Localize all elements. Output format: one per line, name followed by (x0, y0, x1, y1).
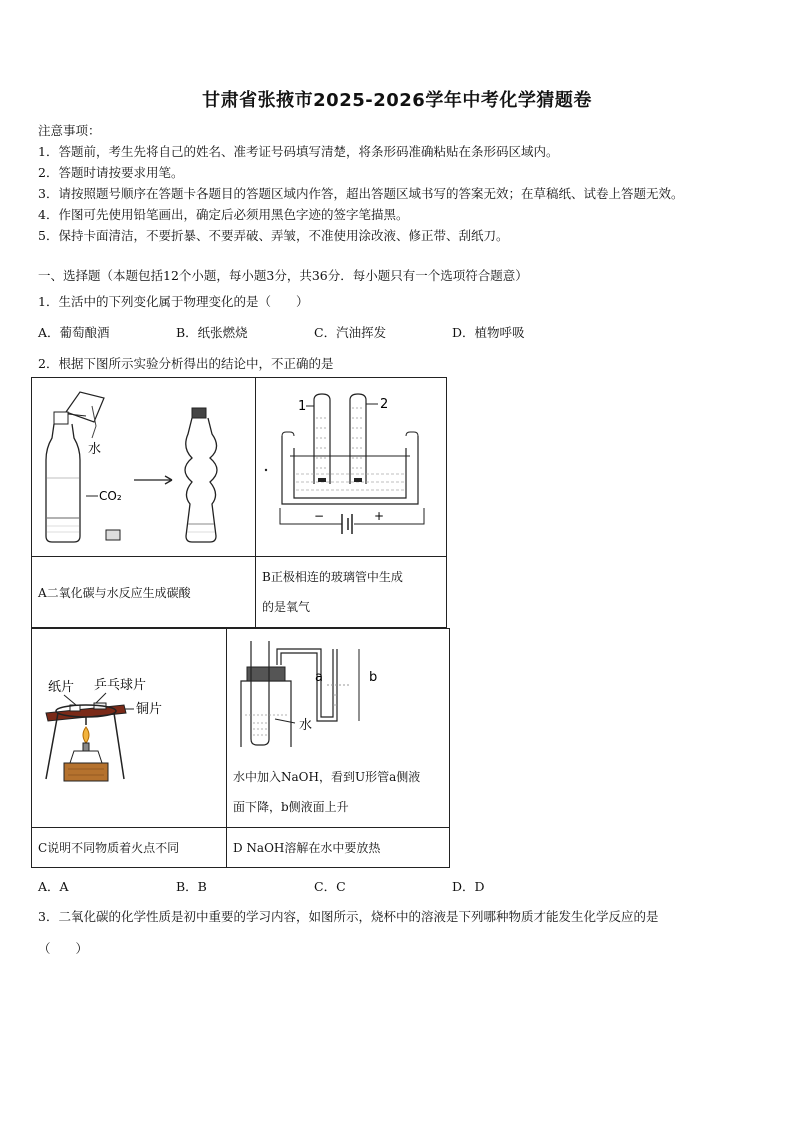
fig-b-caption-line2: 的是氧气 (262, 600, 311, 614)
label-paper: 纸片 (48, 680, 75, 695)
fig-a-bottle-diagram (32, 378, 255, 556)
fig-a-caption: A二氧化碳与水反应生成碳酸 (38, 586, 191, 600)
notice-heading: 注意事项： (38, 123, 101, 138)
label-tube-1: 1 (298, 399, 307, 414)
fig-a-caption-cell (31, 556, 256, 628)
fig-d-note-line2: 面下降，b侧液面上升 (233, 800, 349, 814)
label-pingpong: 乒乓球片 (94, 678, 147, 693)
fig-c-burning-diagram (32, 629, 226, 827)
page-title: 甘肃省张掖市2025-2026学年中考化学猜题卷 (202, 90, 592, 111)
fig-c-caption-cell (31, 827, 227, 868)
notice-item: 2．答题时请按要求用笔。 (38, 165, 184, 180)
label-b: b (369, 670, 378, 685)
fig-d-caption: D NaOH溶解在水中要放热 (233, 841, 381, 855)
fig-d-note-line1: 水中加入NaOH，看到U形管a侧液 (233, 770, 421, 784)
q2-option-c: C．C (314, 879, 346, 894)
fig-d-u-tube-diagram (227, 629, 449, 747)
section-heading: 一、选择题（本题包括12个小题，每小题3分，共36分．每小题只有一个选项符合题意） (38, 268, 528, 283)
notice-item: 1．答题前，考生先将自己的姓名、准考证号码填写清楚，将条形码准确粘贴在条形码区域内。 (38, 144, 559, 159)
fig-d-caption-cell (226, 827, 450, 868)
q1-option-b: B．纸张燃烧 (176, 325, 248, 340)
fig-b-caption-cell (255, 556, 447, 628)
fig-c-caption: C说明不同物质着火点不同 (38, 841, 180, 855)
q3-paren: （ ） (38, 941, 89, 956)
label-water: 水 (88, 442, 102, 457)
q1-stem: 1．生活中的下列变化属于物理变化的是（ ） (38, 294, 309, 309)
q1-option-d: D．植物呼吸 (452, 325, 525, 340)
label-co2: CO₂ (99, 489, 122, 503)
label-a: a (315, 670, 323, 685)
notice-item: 3．请按照题号顺序在答题卡各题目的答题区域内作答，超出答题区域书写的答案无效；在草稿纸、试卷上答题无效。 (38, 186, 684, 201)
q1-option-a: A．葡萄酿酒 (38, 325, 110, 340)
label-plus: + (374, 509, 385, 523)
fig-d-image-cell (226, 628, 450, 828)
notice-item: 5．保持卡面清洁，不要折暴、不要弄破、弄皱，不准使用涂改液、修正带、刮纸刀。 (38, 228, 509, 243)
q3-stem: 3．二氧化碳的化学性质是初中重要的学习内容，如图所示，烧杯中的溶液是下列哪种物质才能发生化学反应的是 (38, 909, 659, 924)
fig-b-electrolysis-diagram (256, 378, 446, 556)
fig-a-image-cell (31, 377, 256, 557)
q2-option-d: D．D (452, 879, 485, 894)
q1-option-c: C．汽油挥发 (314, 325, 387, 340)
label-water-d: 水 (299, 718, 313, 733)
label-copper: 铜片 (136, 702, 163, 717)
label-minus: − (314, 509, 325, 523)
q2-option-b: B．B (176, 879, 207, 894)
fig-b-image-cell (255, 377, 447, 557)
label-tube-2: 2 (380, 397, 389, 412)
notice-item: 4．作图可先使用铅笔画出，确定后必须用黑色字迹的签字笔描黑。 (38, 207, 409, 222)
q2-option-a: A．A (38, 879, 69, 894)
fig-b-caption-line1: B正极相连的玻璃管中生成 (262, 570, 403, 584)
fig-c-image-cell (31, 628, 227, 828)
q2-stem: 2．根据下图所示实验分析得出的结论中，不正确的是 (38, 356, 334, 371)
